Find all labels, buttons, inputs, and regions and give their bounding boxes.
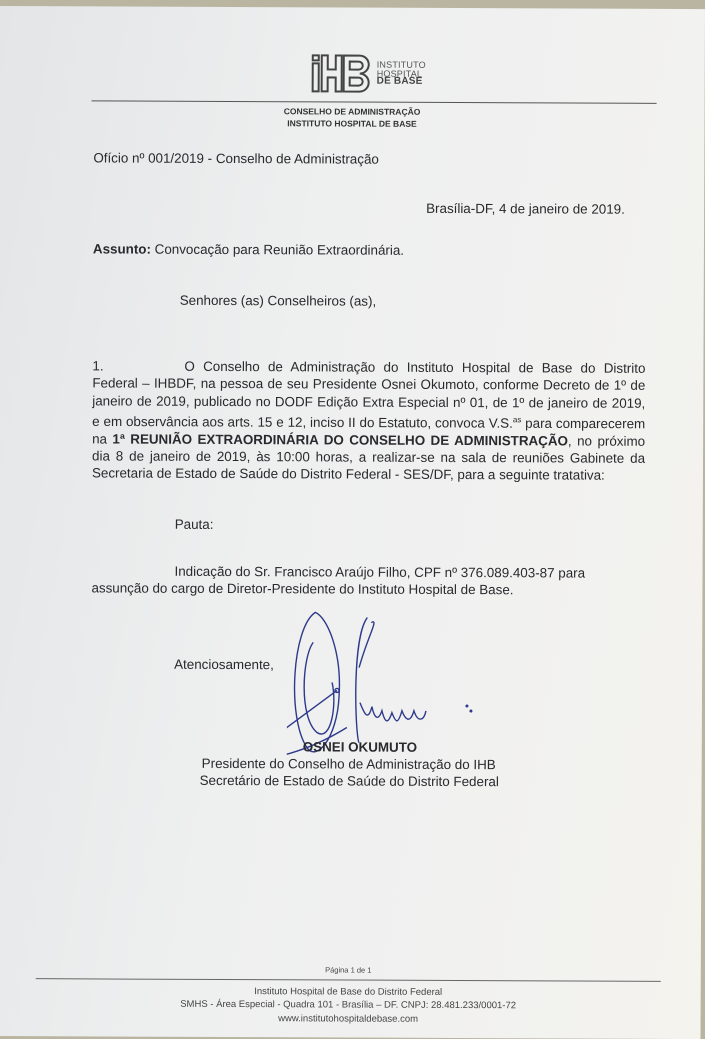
agenda-label: Pauta: <box>174 516 214 532</box>
logo-text <box>377 61 426 87</box>
paragraph-text: O Conselho de Administração do Instituto Hospital de Base do Distrito Federal – IHBDF, na pessoa de seu Presidente Osnei Okumoto, conforme Decreto de 1º de janeiro de 2019, publicado no DODF Edição Extra Especial nº 01, de 1º de janeiro de 2019, e em observância aos arts. 15 e 12, inciso II do Estatuto, convoca V.S. <box>92 358 646 431</box>
logo-line-2: HOSPITAL <box>376 68 423 79</box>
signer-title-2: Secretário de Estado de Saúde do Distrito Federal <box>199 772 499 790</box>
header-institute: INSTITUTO HOSPITAL DE BASE <box>287 118 417 129</box>
logo-line-1: INSTITUTO <box>376 59 426 71</box>
ihb-logo-icon <box>311 53 373 93</box>
footer-institution: Instituto Hospital de Base do Distrito Federal <box>254 986 443 998</box>
convocation-paragraph <box>92 357 646 484</box>
subject-line <box>93 241 404 257</box>
signer-name: OSNEI OKUMUTO <box>302 739 418 755</box>
signer-title-1: Presidente do Conselho de Administração do IHB <box>201 755 496 773</box>
footer-address: SMHS - Área Especial - Quadra 101 - Brasília – DF. CNPJ: 28.481.233/0001-72 <box>180 998 517 1012</box>
document-page <box>0 6 705 1039</box>
meeting-title: 1ª REUNIÃO EXTRAORDINÁRIA DO CONSELHO DE ADMINISTRAÇÃO <box>112 431 568 449</box>
paragraph-text: para comparecerem na <box>92 415 646 447</box>
header-divider <box>92 100 657 103</box>
place-date: Brasília-DF, 4 de janeiro de 2019. <box>426 200 625 217</box>
agenda-item-line-1: Indicação do Sr. Francisco Araújo Filho, CPF nº 376.089.403-87 para <box>174 563 586 581</box>
page-number: Página 1 de 1 <box>325 965 372 975</box>
paragraph-number: 1. <box>92 358 104 374</box>
ihb-logo <box>311 53 426 94</box>
logo-line-3: DE BASE <box>376 75 423 88</box>
paragraph-superscript: as <box>512 415 522 425</box>
footer-website: www.institutohospitaldebase.com <box>278 1013 419 1025</box>
subject-label: Assunto: <box>92 241 152 257</box>
document-reference: Ofício nº 001/2019 - Conselho de Administração <box>93 150 379 167</box>
closing: Atenciosamente, <box>174 656 274 673</box>
footer-divider <box>36 978 661 982</box>
paragraph-text: , no próximo dia 8 de janeiro de 2019, às 10:00 horas, a realizar-se na sala de reuniões Gabinete da Secretaria de Estado de Saúde do Distrito Federal - SES/DF, para a seguinte tratativa: <box>91 433 646 483</box>
header-council: CONSELHO DE ADMINISTRAÇÃO <box>283 106 421 117</box>
subject-text: Convocação para Reunião Extraordinária. <box>150 241 405 258</box>
salutation: Senhores (as) Conselheiros (as), <box>179 292 377 309</box>
agenda-item-line-2: assunção do cargo de Diretor-Presidente do Instituto Hospital de Base. <box>91 580 514 598</box>
